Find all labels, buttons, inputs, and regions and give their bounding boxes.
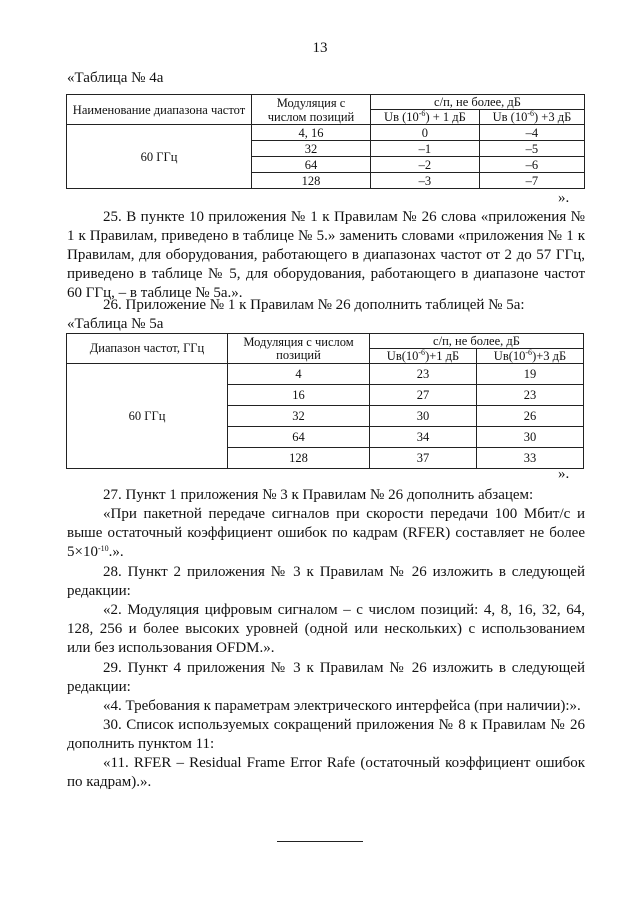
paragraph-27-quote: «При пакетной передаче сигналов при скорости передачи 100 Мбит/с и выше остаточный коэффициент ошибок по кадрам (RFER) составляет не более $5\times 10^{-10}$.». [67,506,585,560]
table-5a-label: «Таблица № 5а [67,316,164,332]
paragraph-30-quote: «11. RFER – Residual Frame Error Rafe (остаточный коэффициент ошибок по кадрам).». [67,755,585,790]
table-5a [66,333,584,469]
table-cell: 34 [370,427,477,448]
table-cell: –1 [371,141,480,157]
header-cn: с/п, не более, дБ [371,95,585,110]
header-band: Диапазон частот, ГГц [67,334,228,364]
table-cell: 23 [477,385,584,406]
header-ub1: Uв $(10^{-6}) + 1$ дБ [371,110,480,125]
paragraph-29-quote: «4. Требования к параметрам электрического интерфейса (при наличии):». [103,698,581,714]
header-ub3: $Uв(10^{-6})+3$ дБ [477,349,584,364]
table-cell: –6 [479,157,584,173]
paragraph-28: 28. Пункт 2 приложения № 3 к Правилам № 26 изложить в следующей редакции: [67,564,585,599]
table-4a [66,94,585,189]
table-4a-closer: ». [558,190,570,206]
table-cell: 32 [252,141,371,157]
table-cell: 128 [228,448,370,469]
header-band: Наименование диапазона частот [67,95,252,125]
table-cell: –5 [479,141,584,157]
paragraph-27: 27. Пункт 1 приложения № 3 к Правилам № 26 дополнить абзацем: [103,487,534,503]
page-number: 13 [312,40,328,56]
paragraph-25: 25. В пункте 10 приложения № 1 к Правилам № 26 слова «приложения № 1 к Правилам, приведено в таблице № 5.» заменить словами «приложения № 1 к Правилам, для оборудования, работающего в диапазонах частот от 2 до 57 ГГц, приведено в таблице № 5, для оборудования, работающего в диапазоне частот 60 ГГц, – в таблице № 5а.». [67,209,585,301]
table-cell: 128 [252,173,371,189]
table-cell: 64 [252,157,371,173]
header-modulation: Модуляция с числом позиций [252,95,371,125]
table-cell: 19 [477,364,584,385]
table-cell: 30 [477,427,584,448]
header-ub1: $Uв(10^{-6})+1$ дБ [370,349,477,364]
paragraph-29: 29. Пункт 4 приложения № 3 к Правилам № 26 изложить в следующей редакции: [67,660,585,695]
table-cell: –7 [479,173,584,189]
table-cell: –4 [479,125,584,141]
header-cn: с/п, не более, дБ [370,334,584,349]
paragraph-30: 30. Список используемых сокращений приложения № 8 к Правилам № 26 дополнить пунктом 11: [67,717,585,752]
table-cell: 27 [370,385,477,406]
divider-line [277,841,363,842]
table-cell: 4 [228,364,370,385]
paragraph-28-quote: «2. Модуляция цифровым сигналом – с числом позиций: 4, 8, 16, 32, 64, 128, 256 и более высоких уровней (одной или нескольких) с использованием или без использования OFDM.». [67,602,585,656]
table-cell: 33 [477,448,584,469]
table-cell: –2 [371,157,480,173]
table-cell: 37 [370,448,477,469]
table-cell: 32 [228,406,370,427]
band-cell: 60 ГГц [67,364,228,469]
header-ub3: Uв $(10^{-6}) +3$ дБ [479,110,584,125]
table-cell: 26 [477,406,584,427]
table-cell: 0 [371,125,480,141]
table-cell: 16 [228,385,370,406]
table-4a-label: «Таблица № 4а [67,70,164,86]
table-5a-closer: ». [558,466,570,482]
table-cell: –3 [371,173,480,189]
table-cell: 64 [228,427,370,448]
table-cell: 4, 16 [252,125,371,141]
table-cell: 30 [370,406,477,427]
band-cell: 60 ГГц [67,125,252,189]
paragraph-26: 26. Приложение № 1 к Правилам № 26 дополнить таблицей № 5а: [103,297,525,313]
header-modulation: Модуляция с числом позиций [228,334,370,364]
table-cell: 23 [370,364,477,385]
